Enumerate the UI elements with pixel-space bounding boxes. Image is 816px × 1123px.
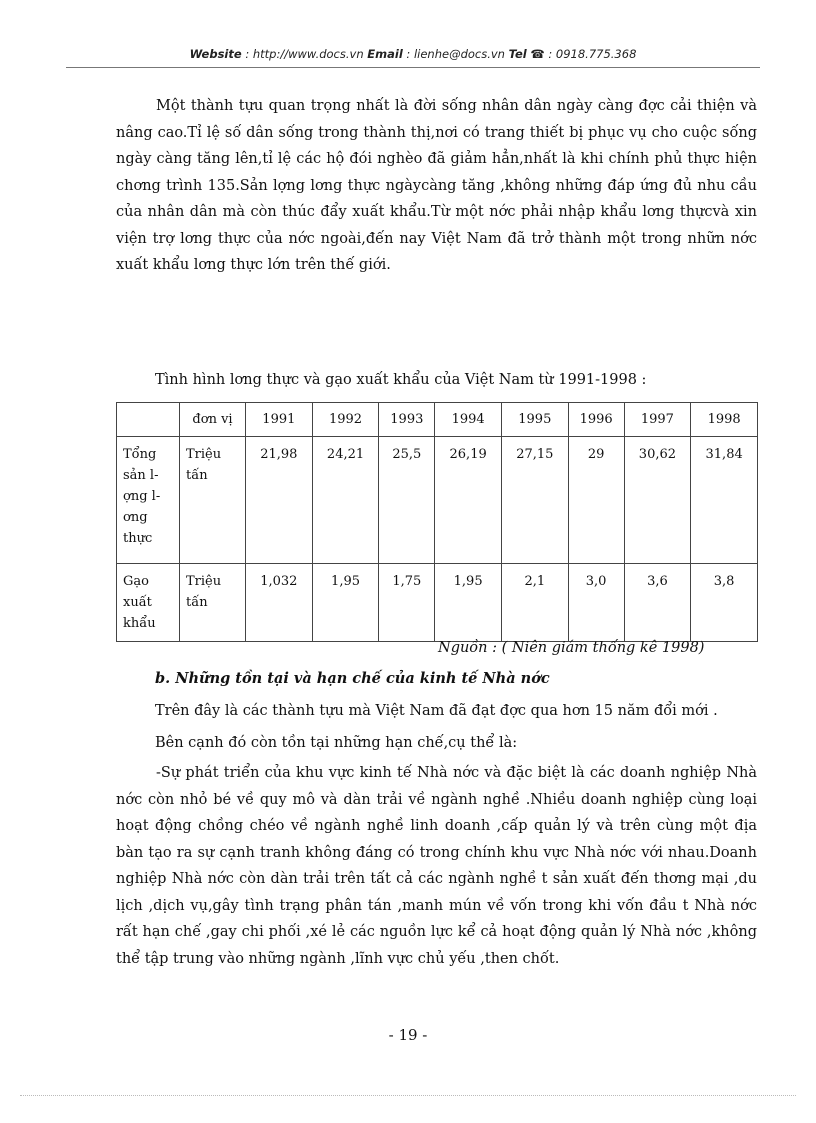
header-divider [66,67,760,68]
value-cell: 2,1 [501,564,568,642]
header-cell-1992: 1992 [312,403,379,437]
row-label: Tổng sản lợng lơng thực [117,437,180,564]
value-cell: 31,84 [691,437,758,564]
page-number: - 19 - [388,1026,428,1044]
value-cell: 25,5 [379,437,435,564]
page-header [66,47,760,61]
value-cell: 1,75 [379,564,435,642]
header-cell-1991: 1991 [246,403,313,437]
limits-paragraph: -Sự phát triển của khu vực kinh tế Nhà nớc và đặc biệt là các doanh nghiệp Nhà nớc còn nhỏ bé về quy mô và dàn trải về ngành nghề .Nhiều doanh nghiệp cùng loại hoạt động chồng chéo về ngành nghề linh doanh ,cấp quản lý và trên cùng một địa bàn tạo ra sự cạnh tranh không đáng có trong chính khu vực Nhà nớc với nhau.Doanh nghiệp Nhà nớc còn dàn trải trên tất cả các ngành nghề t sản xuất đến thơng mại ,du lịch ,dịch vụ,gây tình trạng phân tán ,manh mún về vốn trong khi vốn đầu t Nhà nớc rất hạn chế ,gay chi phối ,xé lẻ các nguồn lực kể cả hoạt động quản lý Nhà nớc ,không thể tập trung vào những ngành ,lĩnh vực chủ yếu ,then chốt. [116,765,757,967]
table-header-row [117,403,758,437]
header-cell-1994: 1994 [435,403,502,437]
value-cell: 1,95 [435,564,502,642]
header-cell-1998: 1998 [691,403,758,437]
header-cell-1997: 1997 [624,403,691,437]
website-url[interactable]: : http://www.docs.vn [241,47,368,61]
value-cell: 30,62 [624,437,691,564]
tel-number: : 0918.775.368 [544,47,637,61]
value-cell: 3,6 [624,564,691,642]
footer-divider [20,1095,796,1096]
header-cell-1996: 1996 [568,403,624,437]
value-cell: 1,95 [312,564,379,642]
header-cell-1993: 1993 [379,403,435,437]
value-cell: 29 [568,437,624,564]
header-cell-1995: 1995 [501,403,568,437]
value-cell: 1,032 [246,564,313,642]
value-cell: 3,8 [691,564,758,642]
row-label: Gạo xuất khẩu [117,564,180,642]
header-cell-unit: đơn vị [180,403,246,437]
body-line: Trên đây là các thành tựu mà Việt Nam đã đạt đợc qua hơn 15 năm đổi mới . [155,703,718,719]
body-line: Bên cạnh đó còn tồn tại những hạn chế,cụ thể là: [155,735,518,751]
table-row [117,437,758,564]
food-export-table [116,402,758,642]
row-unit: Triệu tấn [180,437,246,564]
table-row [117,564,758,642]
source-note: Nguồn : ( Niên giám thống kê 1998) [438,640,705,656]
website-label: Website [189,47,242,61]
email-label: Email [367,47,403,61]
section-heading: b. Những tồn tại và hạn chế của kinh tế Nhà nớc [155,670,550,687]
value-cell: 21,98 [246,437,313,564]
value-cell: 26,19 [435,437,502,564]
tel-label: Tel [508,47,527,61]
intro-paragraph: Một thành tựu quan trọng nhất là đời sống nhân dân ngày càng đợc cải thiện và nâng cao.Tỉ lệ số dân sống trong thành thị,nơi có trang thiết bị phục vụ cho cuộc sống ngày càng tăng lên,tỉ lệ các hộ đói nghèo đã giảm hẳn,nhất là khi chính phủ thực hiện chơng trình 135.Sản lợng lơng thực ngàycàng tăng ,không những đáp ứng đủ nhu cầu của nhân dân mà còn thúc đẩy xuất khẩu.Từ một nớc phải nhập khẩu lơng thựcvà xin viện trợ lơng thực của nớc ngoài,đến nay Việt Nam đã trở thành một trong nhữn nớc xuất khẩu lơng thực lớn trên thế giới. [116,98,757,273]
value-cell: 3,0 [568,564,624,642]
table-caption: Tình hình lơng thực và gạo xuất khẩu của Việt Nam từ 1991-1998 : [155,372,647,388]
value-cell: 24,21 [312,437,379,564]
email-address[interactable]: : lienhe@docs.vn [402,47,509,61]
header-cell-blank [117,403,180,437]
value-cell: 27,15 [501,437,568,564]
row-unit: Triệu tấn [180,564,246,642]
phone-icon: ☎ [530,47,545,61]
